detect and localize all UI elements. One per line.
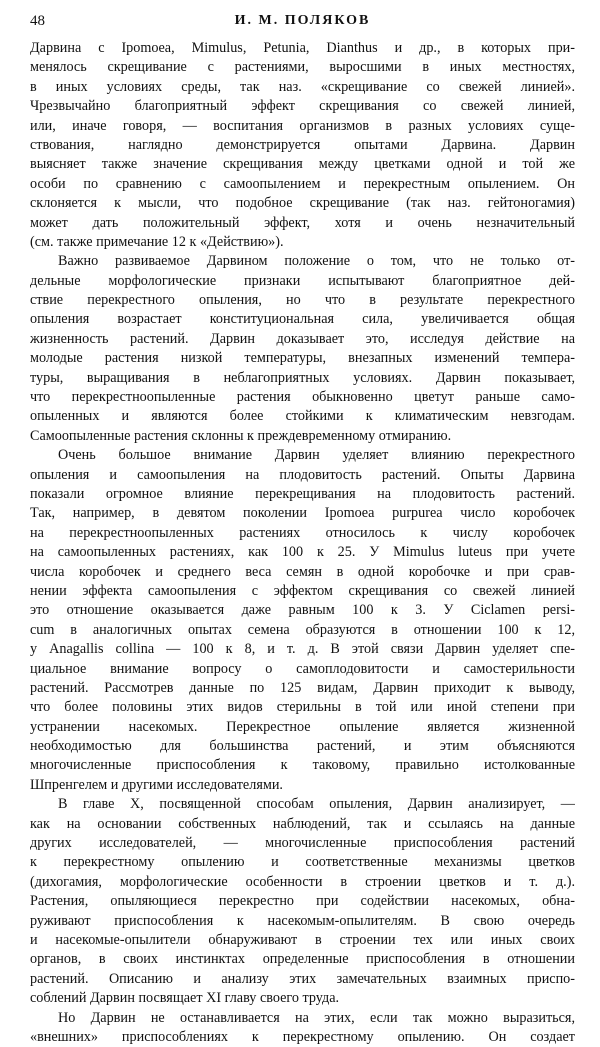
text-line: устранении насекомых. Перекрестное опыление является жизненной (30, 718, 575, 735)
text-line: Шпренгелем и другими исследователями. (30, 776, 283, 793)
running-head: И. М. ПОЛЯКОВ (234, 13, 371, 28)
text-line: склоняется к мысли, что подобное скрещивание (так наз. гейтоногамия) (30, 195, 575, 212)
text-line: на самоопыленных растениях, как 100 к 25. У Mimulus luteus при учете (30, 544, 575, 561)
text-line: растений. Описанию и анализу этих замечательных взаимных приспо- (30, 970, 575, 987)
text-line: в иных условиях среды, так наз. «скрещивание со свежей линией». (30, 78, 575, 95)
text-line: менялось скрещивание с растениями, выросшими в иных местностях, (30, 59, 575, 76)
text-line: у Anagallis collina — 100 к 8, и т. д. В этой связи Дарвин уделяет спе- (30, 641, 575, 658)
page-number: 48 (30, 13, 45, 29)
text-line: Важно развиваемое Дарвином положение о том, что не только от- (58, 253, 575, 270)
text-line: опыления и самоопыления на плодовитость растений. Опыты Дарвина (30, 466, 575, 483)
text-line: многочисленные приспособления к таковому, правильно истолкованные (30, 757, 575, 774)
text-line: растений. Рассмотрев данные по 125 видам, Дарвин приходит к выводу, (30, 679, 575, 696)
paragraph (30, 795, 575, 1008)
text-line: В главе X, посвященной способам опыления, Дарвин анализирует, — (58, 796, 575, 813)
paragraph (30, 1009, 575, 1047)
text-line: опыления возрастает конституциональная сила, увеличивается общая (30, 311, 575, 328)
text-line: Дарвина с Ipomoea, Mimulus, Petunia, Dianthus и др., в которых при- (30, 40, 575, 56)
text-line: может дать положительный эффект, хотя и очень незначительный (30, 214, 575, 231)
text-line: ствования, наглядно демонстрируется опытами Дарвина. Дарвин (30, 136, 575, 153)
text-line: Самоопыленные растения склонны к преждевременному отмиранию. (30, 427, 452, 444)
text-line: Растения, опыляющиеся перекрестно при содействии насекомых, обна- (30, 893, 575, 910)
text-line: показали огромное влияние перекрещивания на плодовитость растений. (30, 485, 575, 502)
text-line: Так, например, в девятом поколении Ipomoea purpurea число коробочек (30, 505, 575, 522)
text-line: органов, в своих инстинктах определенные приспособления в отношении (30, 951, 575, 968)
text-line: и насекомые-опылители обнаруживают в строении тех или иных своих (30, 931, 575, 948)
text-line: нении эффекта самоопыления с эффектом скрещивания со свежей линией (30, 582, 575, 599)
paragraph (30, 39, 575, 252)
text-line: выясняет также значение скрещивания между цветками одной и той же (30, 156, 575, 173)
text-line: особи по сравнению с самоопылением и перекрестным опылением. Он (30, 175, 575, 192)
text-line: необходимостью для большинства растений, и этим объясняются (30, 738, 575, 755)
text-line: как на основании собственных наблюдений, так и ссылаясь на данные (30, 815, 575, 832)
text-line: соблений Дарвин посвящает XI главу своего труда. (30, 990, 340, 1007)
text-line: Чрезвычайно благоприятный эффект скрещивания со свежей линией, (30, 98, 575, 115)
text-line: числа коробочек и среднего веса семян в одной коробочке и при срав- (30, 563, 575, 580)
text-line: туры, выращивания в неблагоприятных условиях. Дарвин показывает, (30, 369, 575, 386)
text-line: (дихогамия, морфологические особенности в строении цветков и т. д.). (30, 873, 575, 890)
text-line: Но Дарвин не останавливается на этих, если так можно выразиться, (58, 1009, 575, 1026)
text-line: дельные морфологические признаки испытывают благоприятное дей- (30, 272, 575, 289)
text-line: опыленных и являются более стойкими к климатическим невзгодам. (30, 408, 575, 425)
text-line: на перекрестноопыленных растениях относилось к числу коробочек (30, 524, 575, 541)
text-line: что более половины этих видов стерильны в той или иной степени при (30, 699, 575, 716)
text-line: (см. также примечание 12 к «Действию»). (30, 233, 284, 250)
body-text (30, 39, 575, 1047)
text-line: «внешних» приспособлениях к перекрестному опылению. Он создает (30, 1028, 575, 1045)
paragraph (30, 252, 575, 446)
text-line: молодые растения низкой температуры, внезапных изменений темпера- (30, 350, 575, 367)
page-header (30, 10, 575, 32)
text-line: циальное внимание вопросу о самоплодовитости и самостерильности (30, 660, 575, 677)
text-line: других исследователей, — многочисленные приспособления растений (30, 835, 575, 852)
text-line: руживают приспособления к насекомым-опылителям. В свою очередь (30, 912, 575, 929)
text-line: что перекрестноопыленные растения обыкновенно цветут раньше само- (30, 389, 575, 406)
text-line: это отношение оказывается даже равным 100 к 3. У Ciclamen persi- (30, 602, 575, 619)
paragraph (30, 446, 575, 795)
text-line: cum в аналогичных опытах семена образуются в отношении 100 к 12, (30, 621, 575, 638)
text-line: Очень большое внимание Дарвин уделяет влиянию перекрестного (58, 447, 575, 464)
text-line: к перекрестному опылению и соответственные механизмы цветков (30, 854, 575, 871)
text-line: жизненность растений. Дарвин доказывает это, исследуя действие на (30, 330, 575, 347)
text-line: или, иначе говоря, — воспитания организмов в разных условиях суще- (30, 117, 575, 134)
text-line: ствие перекрестного опыления, но что в результате перекрестного (30, 292, 575, 309)
